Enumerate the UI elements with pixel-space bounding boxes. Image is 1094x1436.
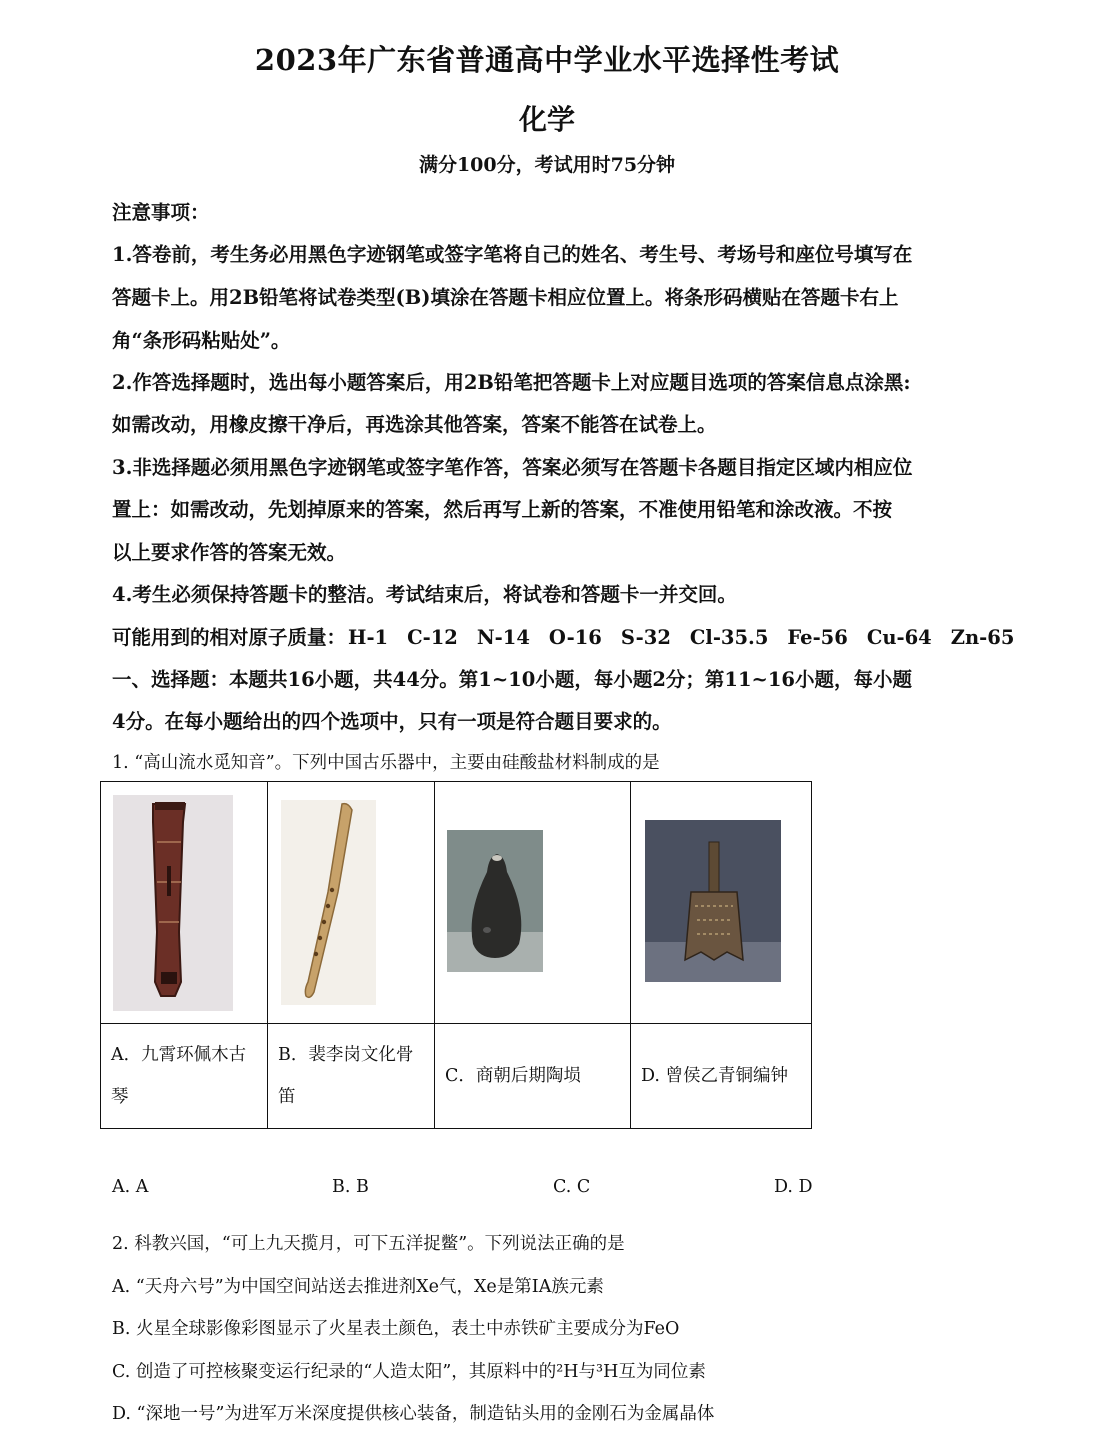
q1-stem: 1. “高山流水觅知音”。下列中国古乐器中，主要由硅酸盐材料制成的是 (112, 753, 660, 773)
bone-flute-image (268, 782, 433, 1023)
note-line: 以上要求作答的答案无效。 (112, 541, 347, 564)
exam-title: 2023年广东省普通高中学业水平选择性考试 (254, 43, 840, 77)
atomic-mass: N-14 (476, 626, 530, 649)
q1-choice-d[interactable]: D. D (774, 1177, 813, 1197)
guqin-image (101, 782, 266, 1023)
note-line: 2.作答选择题时，选出每小题答案后，用2B铅笔把答题卡上对应题目选项的答案信息点涂黑: (112, 371, 911, 394)
note-line: 如需改动，用橡皮擦干净后，再选涂其他答案，答案不能答在试卷上。 (112, 413, 717, 436)
caption-b: B．裴李岗文化骨笛 (268, 1024, 435, 1129)
instrument-table (100, 781, 812, 1129)
note-line: 3.非选择题必须用黑色字迹钢笔或签字笔作答，答案必须写在答题卡各题目指定区域内相应位 (112, 456, 913, 479)
q1-choice-a[interactable]: A. A (112, 1177, 149, 1197)
q2-option-b[interactable]: B. 火星全球影像彩图显示了火星表土颜色，表土中赤铁矿主要成分为FeO (112, 1319, 680, 1339)
note-line: 答题卡上。用2B铅笔将试卷类型(B)填涂在答题卡相应位置上。将条形码横贴在答题卡右上 (112, 286, 899, 309)
caption-d: D. 曾侯乙青铜编钟 (631, 1024, 812, 1129)
atomic-mass: H-1 (348, 626, 389, 649)
atomic-mass: Fe-56 (787, 626, 848, 649)
bronze-bell-image-cell (631, 782, 812, 1024)
note-line: 置上：如需改动，先划掉原来的答案，然后再写上新的答案，不准使用铅笔和涂改液。不按 (112, 498, 893, 521)
caption-a: A．九霄环佩木古琴 (101, 1024, 268, 1129)
score-time: 满分100分，考试用时75分钟 (418, 154, 676, 176)
section-heading: 一、选择题：本题共16小题，共44分。第1~10小题，每小题2分；第11~16小题，每小题 (112, 668, 912, 691)
pottery-xun-image (435, 782, 629, 1023)
q1-choice-c[interactable]: C. C (553, 1177, 591, 1197)
exam-subject: 化学 (518, 103, 575, 136)
note-line: 1.答卷前，考生务必用黑色字迹钢笔或签字笔将自己的姓名、考生号、考场号和座位号填写在 (112, 243, 913, 266)
bronze-bell-image (631, 782, 810, 1023)
guqin-image-cell (101, 782, 268, 1024)
atomic-masses (112, 622, 1014, 650)
atomic-mass: C-12 (407, 626, 458, 649)
q2-option-c[interactable]: C. 创造了可控核聚变运行纪录的“人造太阳”，其原料中的²H与³H互为同位素 (112, 1362, 706, 1382)
section-heading: 4分。在每小题给出的四个选项中，只有一项是符合题目要求的。 (112, 710, 672, 733)
note-line: 角“条形码粘贴处”。 (112, 329, 291, 352)
atomic-masses-label: 可能用到的相对原子质量： (112, 626, 347, 649)
notes-heading: 注意事项： (112, 201, 210, 224)
q2-option-d[interactable]: D. “深地一号”为进军万米深度提供核心装备，制造钻头用的金刚石为金属晶体 (112, 1404, 715, 1424)
q1-choice-b[interactable]: B. B (332, 1177, 369, 1197)
note-line: 4.考生必须保持答题卡的整洁。考试结束后，将试卷和答题卡一并交回。 (112, 583, 737, 606)
atomic-mass: Cu-64 (866, 626, 932, 649)
atomic-mass: S-32 (620, 626, 671, 649)
caption-c: C．商朝后期陶埙 (435, 1024, 631, 1129)
atomic-mass: Zn-65 (950, 626, 1015, 649)
bone-flute-image-cell (268, 782, 435, 1024)
pottery-xun-image-cell (435, 782, 631, 1024)
atomic-mass: Cl-35.5 (689, 626, 769, 649)
q2-stem: 2. 科教兴国，“可上九天揽月，可下五洋捉鳖”。下列说法正确的是 (112, 1234, 625, 1254)
atomic-mass: O-16 (548, 626, 602, 649)
q2-option-a[interactable]: A. “天舟六号”为中国空间站送去推进剂Xe气，Xe是第IA族元素 (112, 1277, 604, 1297)
